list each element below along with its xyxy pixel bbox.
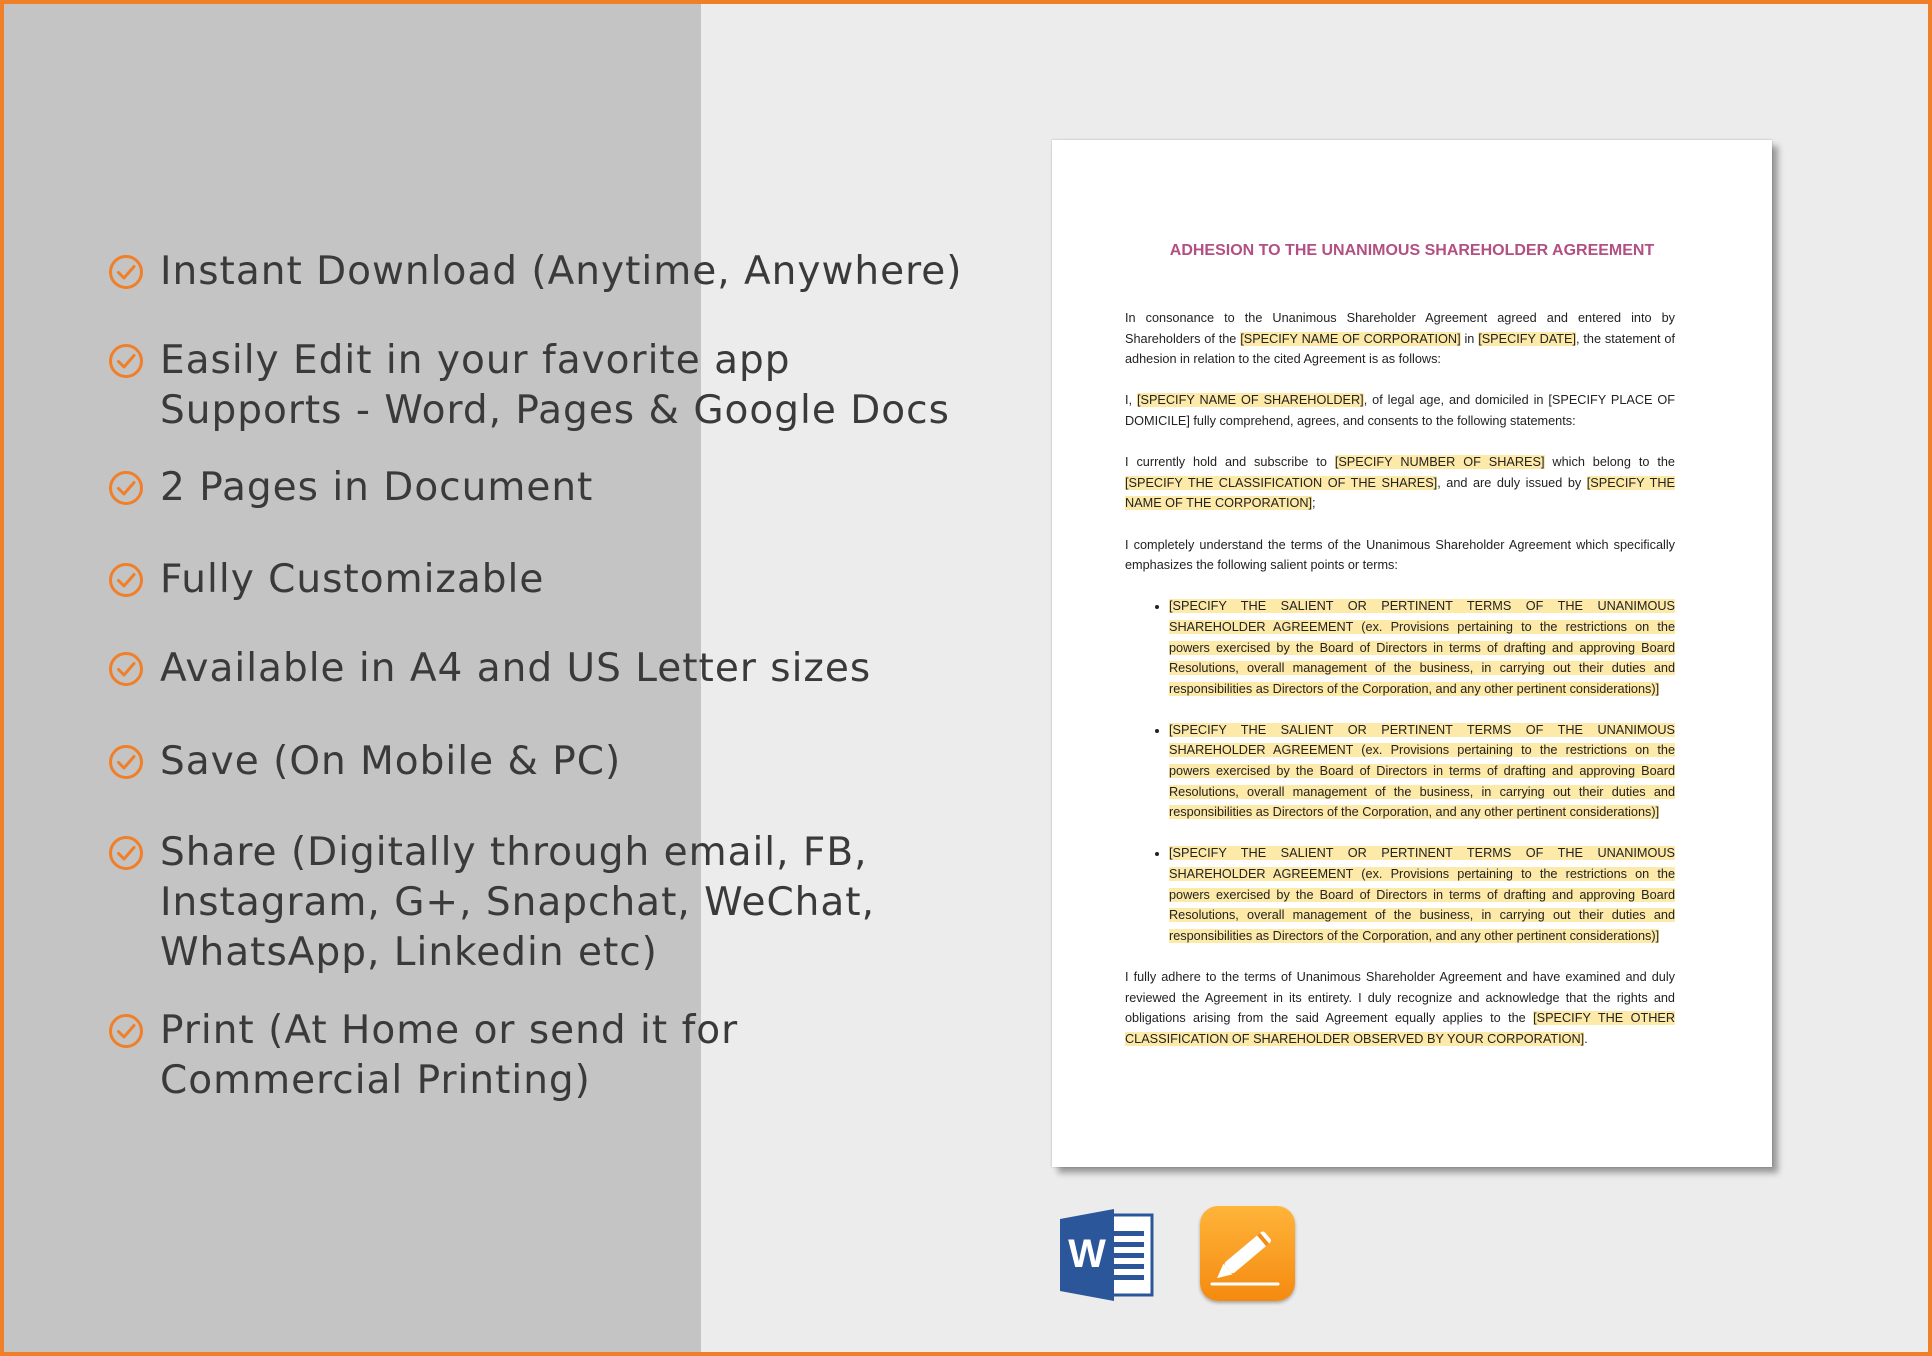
check-circle-icon [108,651,144,687]
check-circle-icon [108,254,144,290]
document-body [1125,308,1675,1070]
feature-item [108,247,962,297]
word-icon-letter: W [1068,1232,1106,1276]
placeholder-field: [SPECIFY NAME OF CORPORATION] [1240,331,1461,346]
pages-icon [1200,1206,1295,1301]
check-circle-icon [108,835,144,871]
list-item: • [SPECIFY THE SALIENT OR PERTINENT TERMS OF THE UNANIMOUS SHAREHOLDER AGREEMENT (ex. Provisions pertaining to the restrictions on the powers exercised by the Board of Directors in terms of drafting and approving Board Resolutions, overall management of the business, in carrying out their duties and responsibilities as Directors of the Corporation, and any other pertinent considerations)] [1169,843,1675,946]
feature-text: Instant Download (Anytime, Anywhere) [160,249,963,294]
list-item: • [SPECIFY THE SALIENT OR PERTINENT TERMS OF THE UNANIMOUS SHAREHOLDER AGREEMENT (ex. Provisions pertaining to the restrictions on the powers exercised by the Board of Directors in terms of drafting and approving Board Resolutions, overall management of the business, in carrying out their duties and responsibilities as Directors of the Corporation, and any other pertinent considerations)] [1169,720,1675,823]
placeholder-field: [SPECIFY THE NAME OF THE CORPORATION] [1125,475,1676,511]
document-preview [1052,140,1772,1167]
check-circle-icon [108,343,144,379]
document-title: ADHESION TO THE UNANIMOUS SHAREHOLDER AGREEMENT [1169,242,1655,259]
feature-item [108,555,544,605]
feature-item [108,828,875,978]
feature-item [108,463,593,513]
document-bullet-list [1125,596,1675,946]
feature-item [108,737,621,787]
check-circle-icon [108,1013,144,1049]
feature-text: Print (At Home or send it for Commercial Printing) [160,1008,739,1103]
placeholder-field: [SPECIFY THE OTHER CLASSIFICATION OF SHAREHOLDER OBSERVED BY YOUR CORPORATION] [1125,1011,1675,1046]
document-paragraph: I fully adhere to the terms of Unanimous Shareholder Agreement and have examined and duly reviewed the Agreement in its entirety. I duly recognize and acknowledge that the rights and obligations arising from the said Agreement equally applies to the [SPECIFY THE OTHER CLASSIFICATION OF SHAREHOLDER OBSERVED BY YOUR CORPORATION]. [1125,970,1675,1046]
check-circle-icon [108,470,144,506]
list-item: • [SPECIFY THE SALIENT OR PERTINENT TERMS OF THE UNANIMOUS SHAREHOLDER AGREEMENT (ex. Provisions pertaining to the restrictions on the powers exercised by the Board of Directors in terms of drafting and approving Board Resolutions, overall management of the business, in carrying out their duties and responsibilities as Directors of the Corporation, and any other pertinent considerations)] [1169,596,1675,699]
document-paragraph: I currently hold and subscribe to [SPECIFY NUMBER OF SHARES] which belong to the [SPECIFY THE CLASSIFICATION OF THE SHARES], and are duly issued by [SPECIFY THE NAME OF THE CORPORATION]; [1125,455,1676,511]
feature-text: Save (On Mobile & PC) [160,739,622,784]
check-circle-icon [108,744,144,780]
placeholder-field: [SPECIFY DATE] [1478,331,1577,346]
placeholder-field: [SPECIFY NUMBER OF SHARES] [1334,455,1545,470]
feature-item [108,644,871,694]
pen-icon [1200,1206,1295,1301]
feature-item [108,1006,738,1106]
feature-text: Fully Customizable [160,557,545,602]
document-paragraph: I completely understand the terms of the Unanimous Shareholder Agreement which specifically emphasizes the following salient points or terms: [1125,537,1675,573]
feature-item [108,336,950,436]
document-paragraph: I, [SPECIFY NAME OF SHAREHOLDER], of legal age, and domiciled in [SPECIFY PLACE OF DOMICILE] fully comprehend, agrees, and consents to the following statements: [1125,393,1676,428]
document-paragraph: In consonance to the Unanimous Shareholder Agreement agreed and entered into by Shareholders of the [SPECIFY NAME OF CORPORATION] in [SPECIFY DATE], the statement of adhesion in relation to the cited Agreement is as follows: [1125,311,1675,367]
feature-text: Available in A4 and US Letter sizes [160,646,872,691]
feature-text: 2 Pages in Document [160,465,594,510]
check-circle-icon [108,562,144,598]
feature-text: Share (Digitally through email, FB, Instagram, G+, Snapchat, WeChat, WhatsApp, Linkedin etc) [160,830,875,975]
placeholder-field: [SPECIFY NAME OF SHAREHOLDER] [1136,393,1364,408]
placeholder-field: [SPECIFY THE CLASSIFICATION OF THE SHARES] [1125,475,1438,490]
word-icon [1058,1209,1156,1301]
feature-text: Easily Edit in your favorite app Supports - Word, Pages & Google Docs [160,338,950,433]
